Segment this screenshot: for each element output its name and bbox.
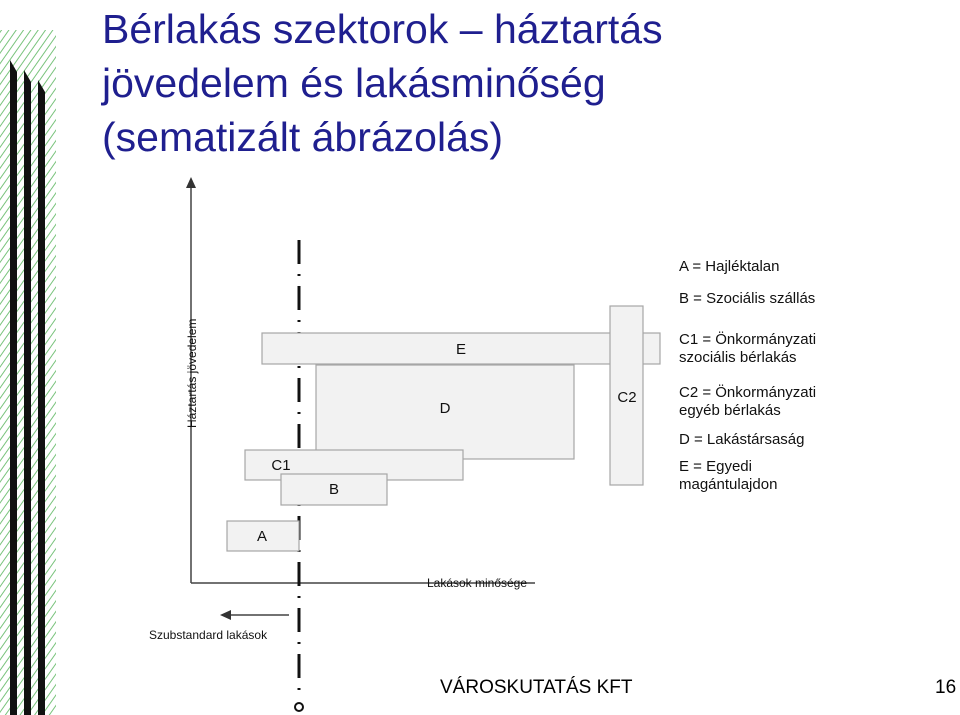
- y-axis-label: Háztartás jövedelem: [185, 318, 199, 428]
- box-label-b: B: [328, 481, 340, 498]
- box-label-c2: C2: [617, 389, 637, 406]
- decorative-stripe-band: [0, 30, 56, 715]
- legend-item-d: D = Lakástársaság: [679, 431, 805, 448]
- legend-item-a: A = Hajléktalan: [679, 258, 780, 275]
- substandard-label: Szubstandard lakások: [149, 628, 268, 642]
- divider-end-marker: [295, 703, 303, 711]
- box-label-d: D: [439, 400, 451, 417]
- legend-item-e: E = Egyedi magántulajdon: [679, 458, 778, 493]
- title-line-1: Bérlakás szektorok – háztartás: [102, 6, 663, 52]
- legend-item-b: B = Szociális szállás: [679, 290, 816, 307]
- box-label-a: A: [256, 528, 268, 545]
- x-axis-label: Lakások minősége: [426, 576, 528, 590]
- title-line-2: jövedelem és lakásminőség: [102, 60, 606, 106]
- legend-item-c2: C2 = Önkormányzati egyéb bérlakás: [679, 384, 817, 419]
- substandard-arrow: [220, 610, 289, 620]
- box-label-c1: C1: [271, 457, 291, 474]
- title-line-3: (sematizált ábrázolás): [102, 114, 504, 160]
- legend-item-c1: C1 = Önkormányzati szociális bérlakás: [679, 331, 817, 366]
- box-label-e: E: [455, 341, 467, 358]
- footer-org: VÁROSKUTATÁS KFT: [440, 677, 633, 698]
- page-number: 16: [935, 677, 957, 698]
